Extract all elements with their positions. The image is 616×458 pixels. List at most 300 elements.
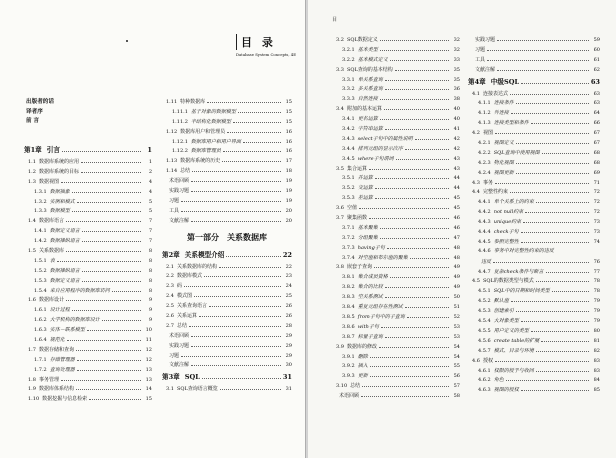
entry-title: 单个关系上的约束 [493, 199, 534, 206]
running-header: 目 [332, 17, 338, 23]
toc-entry [162, 321, 292, 331]
entry-title: where子句谓词 [357, 155, 394, 162]
leader-dots [223, 146, 281, 152]
toc-column-right-1 [332, 35, 460, 401]
leader-dots [516, 158, 589, 164]
leader-dots [375, 193, 449, 199]
leader-dots [81, 157, 141, 163]
leader-dots [552, 286, 589, 292]
page-number: 8 [148, 257, 152, 264]
page-number: 15 [285, 99, 292, 105]
page-number: 1 [148, 159, 152, 165]
page-number: 40 [453, 106, 460, 113]
page-number: 48 [453, 254, 460, 261]
page-number: 66 [593, 120, 600, 127]
page-number: 80 [593, 327, 600, 334]
page-number: 24 [285, 283, 292, 290]
toc-entry [468, 197, 600, 207]
entry-number: 1.6.1 [34, 307, 47, 314]
entry-title: 文献注解 [169, 217, 190, 224]
page-number: 79 [593, 298, 600, 305]
entry-number: 3.8.6 [342, 323, 355, 330]
entry-title: 数据视图 [38, 178, 59, 185]
leader-dots [381, 322, 449, 328]
page-number: 53 [453, 323, 460, 330]
entry-title: 实践习题 [475, 37, 496, 43]
entry-title: 工具 [475, 56, 486, 63]
page-number: 83 [593, 357, 600, 364]
toc-entry [468, 336, 600, 346]
toc-entry [332, 154, 460, 164]
entry-title: 码 [176, 283, 182, 290]
toc-entry [24, 167, 152, 177]
entry-title: 数据库用户和管理员 [180, 128, 226, 135]
leader-dots [194, 291, 281, 297]
front-item: 前 言 [26, 118, 40, 124]
entry-title: 数据模型 [49, 208, 70, 215]
entry-number: 4.2 [472, 130, 480, 137]
leader-dots [209, 301, 281, 307]
entry-title: 事务管理 [38, 376, 59, 383]
toc-entry [332, 312, 460, 322]
leader-dots [375, 173, 449, 179]
toc-entry [468, 326, 600, 336]
toc-entry [468, 286, 600, 296]
toc-entry [468, 89, 600, 99]
page-number: 41 [453, 126, 460, 133]
entry-title: 视图 [482, 130, 493, 137]
page-number: 26 [285, 313, 292, 320]
page-number: 49 [453, 284, 460, 291]
leader-dots [487, 45, 589, 51]
leader-dots [189, 321, 281, 327]
entry-title: 总结 [350, 383, 361, 390]
page-number: 63 [590, 77, 600, 86]
toc-title: 目 录 [236, 34, 296, 50]
entry-title: 视图更新 [493, 169, 514, 176]
entry-title: 视图的授权 [493, 387, 519, 394]
toc-entry [162, 341, 292, 351]
page-number: 20 [285, 207, 292, 214]
leader-dots [390, 55, 449, 61]
toc-entry [332, 114, 460, 124]
leader-dots [77, 355, 141, 361]
toc-entry [24, 325, 152, 335]
page-number: 56 [453, 373, 460, 380]
toc-entry [162, 156, 292, 166]
toc-entry [468, 138, 600, 148]
toc-entry [24, 236, 152, 246]
entry-title: 大对象类型 [493, 318, 519, 325]
entry-title: 并运算 [357, 175, 373, 182]
leader-dots [77, 365, 141, 371]
leader-dots [384, 104, 449, 110]
entry-number: 3.1 [166, 386, 174, 393]
toc-entry [162, 311, 292, 321]
entry-title: 更名运算 [357, 116, 378, 123]
leader-dots [493, 257, 589, 263]
page-number: 15 [285, 108, 292, 115]
leader-dots [222, 156, 281, 162]
entry-title: select子句中的属性说明 [357, 135, 413, 142]
entry-number: 1.6.4 [34, 337, 47, 344]
entry-number: 4.2.4 [478, 169, 491, 176]
entry-number: 4.5.3 [478, 308, 491, 315]
toc-entry [332, 203, 460, 213]
page-number: 60 [593, 46, 600, 53]
page-number: 36 [453, 86, 460, 93]
leader-dots [407, 312, 449, 318]
toc-entry [24, 177, 152, 187]
leader-dots [385, 75, 449, 81]
page-number: 35 [453, 66, 460, 73]
toc-entry [162, 216, 292, 226]
leader-dots [405, 302, 449, 308]
entry-title: 习题 [169, 352, 180, 359]
entry-title: 排列元组的显示次序 [357, 145, 403, 152]
entry-number: 1.5.3 [34, 277, 47, 284]
page-number: 16 [285, 128, 292, 135]
entry-number: 3.5.1 [342, 175, 355, 182]
leader-dots [516, 138, 589, 144]
leader-dots [415, 134, 449, 140]
entry-title: SQL查询语言概览 [176, 386, 218, 393]
entry-number: 3.4.2 [342, 126, 355, 133]
leader-dots [370, 361, 449, 367]
toc-entry [332, 282, 460, 292]
toc-entry [468, 316, 600, 326]
toc-entry [162, 384, 292, 394]
entry-number: 4.5.4 [478, 318, 491, 325]
entry-number: 1.12.2 [172, 148, 188, 155]
leader-dots [506, 375, 589, 381]
chapter-entry [162, 370, 292, 384]
entry-number: 3.7.3 [342, 244, 355, 251]
page-number: 72 [593, 209, 600, 216]
toc-entry [24, 197, 152, 207]
entry-title: 关系查询语言 [176, 303, 207, 310]
entry-title: 删除 [357, 353, 368, 360]
leader-dots [521, 237, 589, 243]
entry-number: 4.3 [472, 179, 480, 186]
leader-dots [89, 394, 141, 400]
entry-number: 1.3.2 [34, 198, 47, 205]
toc-entry [24, 345, 152, 355]
entry-number: 4.4.4 [478, 229, 491, 236]
leader-dots [380, 94, 449, 100]
entry-number: 4.4.5 [478, 238, 491, 245]
page-number: 69 [593, 169, 600, 176]
entry-title: 视图定义 [493, 140, 514, 147]
page-number: 32 [453, 46, 460, 53]
entry-number: 3.4.1 [342, 116, 355, 123]
entry-title: 习题 [475, 46, 486, 53]
entry-number: 3.9.1 [342, 353, 355, 360]
toc-entry [332, 332, 460, 342]
entry-number: 1.9 [28, 386, 36, 393]
part-heading: 第一部分 关系数据库 [187, 231, 267, 242]
page-number: 74 [593, 238, 600, 245]
entry-title: 数据挖掘与信息检索 [42, 396, 88, 403]
toc-entry [332, 213, 460, 223]
entry-number: 4.5.2 [478, 298, 491, 305]
page-number: 51 [453, 304, 460, 311]
page-number: 42 [453, 145, 460, 152]
leader-dots [207, 97, 281, 103]
leader-dots [375, 183, 449, 189]
page-number: 81 [593, 337, 600, 344]
toc-entry [468, 247, 600, 257]
entry-number: 3.8.5 [342, 313, 355, 320]
toc-entry [468, 118, 600, 128]
entry-title: 用户定义的类型 [493, 327, 529, 334]
entry-number: 1.5.2 [34, 267, 47, 274]
leader-dots [395, 65, 449, 71]
toc-entry [468, 237, 600, 247]
toc-entry [468, 257, 600, 267]
leader-dots [510, 89, 589, 95]
toc-entry [162, 360, 292, 370]
toc-entry [468, 128, 600, 138]
toc-entry [332, 144, 460, 154]
page-number: 4 [148, 188, 152, 195]
entry-number: 1.12.1 [172, 138, 188, 145]
entry-number: 3.4 [336, 106, 344, 113]
page-number: 53 [453, 333, 460, 340]
entry-title: 默认值 [493, 298, 509, 305]
page-number: 8 [148, 287, 152, 294]
leader-dots [374, 262, 449, 268]
entry-title: 表 [49, 257, 55, 264]
entry-title: 数据库的修改 [346, 343, 377, 350]
entry-number: 2.2 [166, 273, 174, 280]
page-number: 1 [147, 146, 152, 154]
entry-title: 模式、目录与环境 [493, 347, 534, 354]
toc-entry [162, 196, 292, 206]
page-number: 19 [285, 188, 292, 195]
leader-dots [362, 381, 449, 387]
toc-entry [468, 207, 600, 217]
entry-number: 3.9.2 [342, 363, 355, 370]
entry-number: 4.2.2 [478, 149, 491, 156]
leader-dots [66, 216, 141, 222]
entry-number: 4.1.1 [478, 100, 491, 107]
left-page [0, 0, 306, 458]
toc-entry [162, 331, 292, 341]
toc-entry [468, 108, 600, 118]
leader-dots [495, 356, 589, 362]
leader-dots [369, 164, 449, 170]
leader-dots [61, 177, 141, 183]
leader-dots [238, 107, 281, 113]
entry-number: 1.11.2 [172, 118, 188, 125]
entry-number: 2.7 [166, 322, 174, 329]
entry-title: from子句中的子查询 [357, 313, 405, 320]
leader-dots [487, 55, 589, 61]
entry-title: 数据定义语言 [49, 277, 80, 284]
page-number: 54 [453, 353, 460, 360]
leader-dots [112, 286, 141, 292]
entry-number: 3.4.5 [342, 155, 355, 162]
entry-number: 4.5.5 [478, 327, 491, 334]
entry-number: 4.1.3 [478, 120, 491, 127]
entry-number: 3.9 [336, 343, 344, 350]
entry-title: 数据库系统的目标 [38, 168, 79, 175]
chapter-entry [162, 248, 292, 262]
toc-entry [332, 371, 460, 381]
toc-entry [162, 127, 292, 137]
page-number: 48 [453, 244, 460, 251]
leader-dots [510, 187, 589, 193]
toc-entry [162, 176, 292, 186]
page-number: 26 [285, 303, 292, 310]
entry-title: check子句 [493, 229, 519, 236]
entry-number: 1.7.2 [34, 366, 47, 373]
entry-title: 总结 [180, 168, 191, 175]
leader-dots [536, 197, 589, 203]
entry-title: 查询处理器 [49, 366, 75, 373]
leader-dots [191, 216, 281, 222]
entry-title: 数据库语言 [38, 218, 64, 225]
entry-title: 来自应用程序的数据库访问 [49, 287, 110, 294]
entry-number: 第3章 [162, 373, 180, 382]
leader-dots [380, 233, 449, 239]
leader-dots [536, 346, 589, 352]
page-number: 8 [148, 267, 152, 274]
entry-number: 3.7.1 [342, 224, 355, 231]
entry-title: 基本模式定义 [357, 56, 388, 63]
leader-dots [380, 45, 449, 51]
toc-entry [24, 384, 152, 394]
entry-title: 习题 [169, 197, 180, 204]
leader-dots [385, 292, 449, 298]
entry-number: 4.4.1 [478, 199, 491, 206]
page-number: 2 [148, 168, 152, 175]
page-number: 5 [148, 208, 152, 215]
entry-number: 3.7.2 [342, 234, 355, 241]
page-number: 10 [145, 327, 152, 334]
toc-entry [332, 253, 460, 263]
leader-dots [542, 148, 589, 154]
entry-number: 3.3.3 [342, 96, 355, 103]
entry-number: 1.1 [28, 159, 36, 165]
toc-column-right-2 [468, 35, 600, 395]
entry-title: 关系模型介绍 [184, 250, 225, 259]
entry-number: 3.8.1 [342, 274, 355, 281]
chapter-entry [24, 143, 152, 157]
front-item: 译者序 [26, 108, 43, 115]
entry-number: 4.4.7 [478, 268, 491, 275]
leader-dots [66, 295, 141, 301]
entry-number: 1.3.3 [34, 208, 47, 215]
page-number: 20 [285, 217, 292, 224]
page-number: 9 [148, 297, 152, 304]
entry-title: 事务中对完整性约束的违反 [493, 247, 554, 254]
entry-title: 数据存储和查询 [38, 346, 74, 353]
page-number: 17 [285, 158, 292, 165]
entry-number: 1.11.1 [172, 108, 188, 115]
toc-entry [332, 45, 460, 55]
page-number: 68 [593, 149, 600, 156]
page-number: 62 [593, 66, 600, 73]
entry-number: 1.5.4 [34, 287, 47, 294]
page-number: 46 [453, 224, 460, 231]
leader-dots [243, 137, 281, 143]
leader-dots [191, 341, 281, 347]
entry-title: having子句 [357, 244, 385, 251]
page-number: 58 [453, 393, 460, 400]
leader-dots [181, 351, 281, 357]
entry-title: create table的扩展 [493, 337, 540, 344]
entry-title: 集合运算 [346, 165, 367, 172]
leader-dots [181, 206, 281, 212]
entry-title: 连接类型和条件 [493, 120, 529, 127]
page-number: 76 [593, 258, 600, 265]
toc-entry [162, 301, 292, 311]
entry-number: 1.3 [28, 178, 36, 185]
leader-dots [516, 306, 589, 312]
leader-dots [72, 305, 141, 311]
entry-number: 3.3.1 [342, 76, 355, 83]
entry-title: 完整性约束 [482, 189, 508, 196]
toc-entry [332, 361, 460, 371]
entry-number: 1.6.2 [34, 317, 47, 324]
entry-title: 半结构化数据模型 [190, 118, 231, 125]
entry-title: 数据库系统的应用 [38, 159, 79, 165]
entry-number: 4.4 [472, 189, 480, 196]
entry-title: 数据库管理员 [190, 148, 221, 155]
entry-number: 4.5.7 [478, 347, 491, 354]
leader-dots [102, 315, 141, 321]
entry-number: 4.4.6 [478, 247, 491, 254]
entry-title: 连接表达式 [482, 90, 508, 97]
page-number: 71 [593, 179, 600, 186]
entry-title: 聚集函数 [346, 215, 367, 222]
entry-title: 术语回顾 [169, 332, 190, 339]
toc-entry [468, 45, 600, 55]
toc-entry [468, 346, 600, 356]
entry-number: 2.1 [166, 263, 174, 270]
toc-column-left-2 [162, 97, 292, 394]
toc-entry [468, 227, 600, 237]
leader-dots [61, 375, 141, 381]
toc-entry [24, 187, 152, 197]
leader-dots [81, 167, 141, 173]
entry-number: 2.5 [166, 303, 174, 310]
toc-entry [332, 233, 460, 243]
page-number: 64 [593, 110, 600, 117]
entry-number: 4.5 [472, 278, 480, 285]
leader-dots [385, 332, 449, 338]
entry-number: 第4章 [468, 77, 486, 86]
leader-dots [76, 345, 141, 351]
entry-title: 授权 [482, 357, 493, 364]
entry-number: 1.11 [166, 99, 178, 105]
entry-title: 数据库系统的历史 [180, 158, 221, 165]
leader-dots [87, 325, 141, 331]
entry-number: 3.5 [336, 165, 344, 172]
page-number: 46 [453, 215, 460, 222]
page-number: 8 [148, 248, 152, 255]
entry-title: 基本类型 [357, 46, 378, 53]
page-number: 45 [453, 205, 460, 212]
entry-title: 单关系查询 [357, 76, 383, 83]
page-number: 67 [593, 140, 600, 147]
toc-entry [468, 385, 600, 395]
entry-title: SQL查询的基本结构 [346, 66, 393, 73]
toc-entry [162, 262, 292, 272]
entry-title: 重复元组存在性测试 [357, 304, 403, 311]
